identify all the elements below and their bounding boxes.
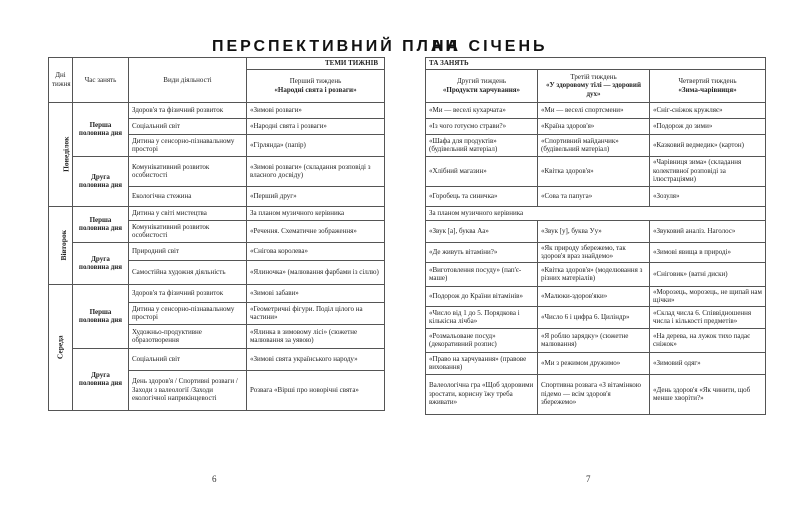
week2-cell: «Звук [а], буква Аа» [426,220,538,242]
week2-cell: Валеологічна гра «Щоб здоровими зростати, корисну їжу треба вживати» [426,374,538,414]
table-row [426,134,766,156]
activity-cell: Дитина у сенсорно-пізнавальному просторі [129,302,247,324]
table-row [426,206,766,220]
page-title-right: НА СІЧЕНЬ [432,38,548,55]
week1-cell: «Перший друг» [247,186,385,206]
week1-cell: За планом музичного керівника [247,206,385,220]
table-row [426,220,766,242]
week2-cell: «Хлібний магазин» [426,156,538,186]
activity-cell: Екологічна стежина [129,186,247,206]
table-row [426,352,766,374]
week1-cell: «Речення. Схематичне зображення» [247,220,385,242]
week1-cell: «Народні свята і розваги» [247,118,385,134]
table-row [426,186,766,206]
week4-cell: «Чарівниця зима» (складання колективної розповіді за ілюстраціями) [650,156,766,186]
week-1-label: Перший тиждень [289,77,342,85]
week2-cell: «Горобець та синичка» [426,186,538,206]
week3-cell: «Як природу збережемо, так здоров'я враз знайдемо» [538,242,650,262]
week3-cell: «Число 6 і цифра 6. Циліндр» [538,306,650,328]
time-first-half: Перша половина дня [73,102,129,156]
activity-cell: Комунікативний розвиток особистості [129,220,247,242]
activity-cell: Соціальний світ [129,348,247,370]
page-number-right: 7 [586,474,591,484]
table-row [49,156,385,186]
week2-cell: «Розмальоване посуд» (декоративний розпис) [426,328,538,352]
table-row [426,374,766,414]
week4-cell: «Сніговик» (ватні диски) [650,262,766,286]
activity-cell: Дитина у світі мистецтва [129,206,247,220]
week3-cell: «Ми — веселі спортсмени» [538,102,650,118]
week3-cell: «Звук [у], буква Уу» [538,220,650,242]
table-row [426,328,766,352]
header-activity: Види діяльності [129,58,247,103]
day-wednesday: Середа [49,284,73,410]
plan-table-right [425,57,766,415]
week1-cell: «Зимові забави» [247,284,385,302]
week1-cell: «Зимові свята українського народу» [247,348,385,370]
week4-cell: «Сніг-сніжок кружляє» [650,102,766,118]
week1-cell: «Зимові розваги» (складання розповіді з власного досвіду) [247,156,385,186]
header-week-1 [247,69,385,102]
activity-cell: Здоров'я та фізичний розвиток [129,102,247,118]
week3-cell: «Сова та папуга» [538,186,650,206]
week4-cell: «Зимові явища в природі» [650,242,766,262]
table-row [49,242,385,260]
time-first-half: Перша половина дня [73,284,129,348]
table-row [426,306,766,328]
week3-cell: «Ми з режимом дружимо» [538,352,650,374]
week-3-theme: «У здоровому тілі — здоровий дух» [546,81,641,98]
activity-cell: Самостійна художня діяльність [129,260,247,284]
week4-cell: «Морозець, морозець, не щипай нам щічки» [650,286,766,306]
plan-table-left [48,57,385,411]
activity-cell: Соціальний світ [129,118,247,134]
table-row [49,102,385,118]
week1-cell: «Гірлянда» (папір) [247,134,385,156]
activity-cell: Художньо-продуктивне образотворення [129,324,247,348]
time-second-half: Друга половина дня [73,156,129,206]
table-row [49,348,385,370]
time-second-half: Друга половина дня [73,348,129,410]
day-tuesday: Вівторок [49,206,73,284]
music-plan-cell: За планом музичного керівника [426,206,766,220]
week4-cell: «Звуковий аналіз. Наголос» [650,220,766,242]
activity-cell: Комунікативний розвиток особистості [129,156,247,186]
table-row [426,118,766,134]
week4-cell: «На дерева, на лужок тихо падає сніжок» [650,328,766,352]
table-row [426,242,766,262]
header-week-4 [650,69,766,102]
week2-cell: «Число від 1 до 5. Порядкова і кількісна лічба» [426,306,538,328]
page-title-left: ПЕРСПЕКТИВНИЙ ПЛАН [212,38,460,55]
week-1-theme: «Народні свята і розваги» [274,85,357,94]
week3-cell: «Я роблю зарядку» (сюжетне малювання) [538,328,650,352]
table-row [426,286,766,306]
header-week-3 [538,69,650,102]
day-monday: Понеділок [49,102,73,206]
week4-cell: «Склад числа 6. Співвідношення числа і кількості предметів» [650,306,766,328]
week3-cell: «Малюки-здоров'яки» [538,286,650,306]
table-row [426,262,766,286]
week3-cell: «Країна здоров'я» [538,118,650,134]
week3-cell: «Квітка здоров'я» [538,156,650,186]
table-row [49,206,385,220]
week2-cell: «Шафа для продуктів» (будівельний матеріал) [426,134,538,156]
week1-cell: «Зимові розваги» [247,102,385,118]
week-4-theme: «Зима-чарівниця» [678,85,737,94]
header-week-2 [426,69,538,102]
week3-cell: «Квітка здоров'я» (моделювання з різних матеріалів) [538,262,650,286]
week4-cell: «Подорож до зими» [650,118,766,134]
week4-cell: «Зимовий одяг» [650,352,766,374]
week2-cell: «Право на харчування» (правове виховання) [426,352,538,374]
activity-cell: Дитина у сенсорно-пізнавальному просторі [129,134,247,156]
page-number-left: 6 [212,474,217,484]
time-second-half: Друга половина дня [73,242,129,284]
week-2-label: Другий тиждень [456,77,507,85]
week1-cell: «Ялиночка» (малювання фарбами із сіллю) [247,260,385,284]
week-2-theme: «Продукти харчування» [442,85,521,94]
week-4-label: Четвертий тиждень [678,77,737,85]
week2-cell: «Де живуть вітаміни?» [426,242,538,262]
week3-cell: Спортивна розвага «З вітамінкою підемо — всім здоров'я збережемо» [538,374,650,414]
table-row [426,102,766,118]
table-row [426,156,766,186]
header-time: Час занять [73,58,129,103]
week2-cell: «Подорож до Країни вітамінів» [426,286,538,306]
week1-cell: Розвага «Вірші про новорічні свята» [247,370,385,410]
table-row [49,284,385,302]
week2-cell: «Виготовлення посуду» (пап'є-маше) [426,262,538,286]
activity-cell: День здоров'я / Спортивні розваги / Заходи з валеології /Заходи екологічної наприкінцевості [129,370,247,410]
week2-cell: «Із чого готуємо страви?» [426,118,538,134]
time-first-half: Перша половина дня [73,206,129,242]
header-themes: ТЕМИ ТИЖНІВ [247,58,385,70]
activity-cell: Природний світ [129,242,247,260]
week-3-label: Третій тиждень [570,72,617,81]
activity-cell: Здоров'я та фізичний розвиток [129,284,247,302]
week1-cell: «Геометричні фігури. Поділ цілого на частини» [247,302,385,324]
week4-cell: «Казковий ведмедик» (картон) [650,134,766,156]
week4-cell: «День здоров'я «Як чинити, щоб менше хворіти?» [650,374,766,414]
week1-cell: «Ялинка в зимовому лісі» (сюжетне малювання за уявою) [247,324,385,348]
week4-cell: «Зозуля» [650,186,766,206]
header-days: Дні тижня [49,58,73,103]
week2-cell: «Ми — веселі кухарчата» [426,102,538,118]
header-themes-cont: ТА ЗАНЯТЬ [426,58,766,70]
week1-cell: «Снігова королева» [247,242,385,260]
week3-cell: «Спортивний майданчик» (будівельний матеріал) [538,134,650,156]
